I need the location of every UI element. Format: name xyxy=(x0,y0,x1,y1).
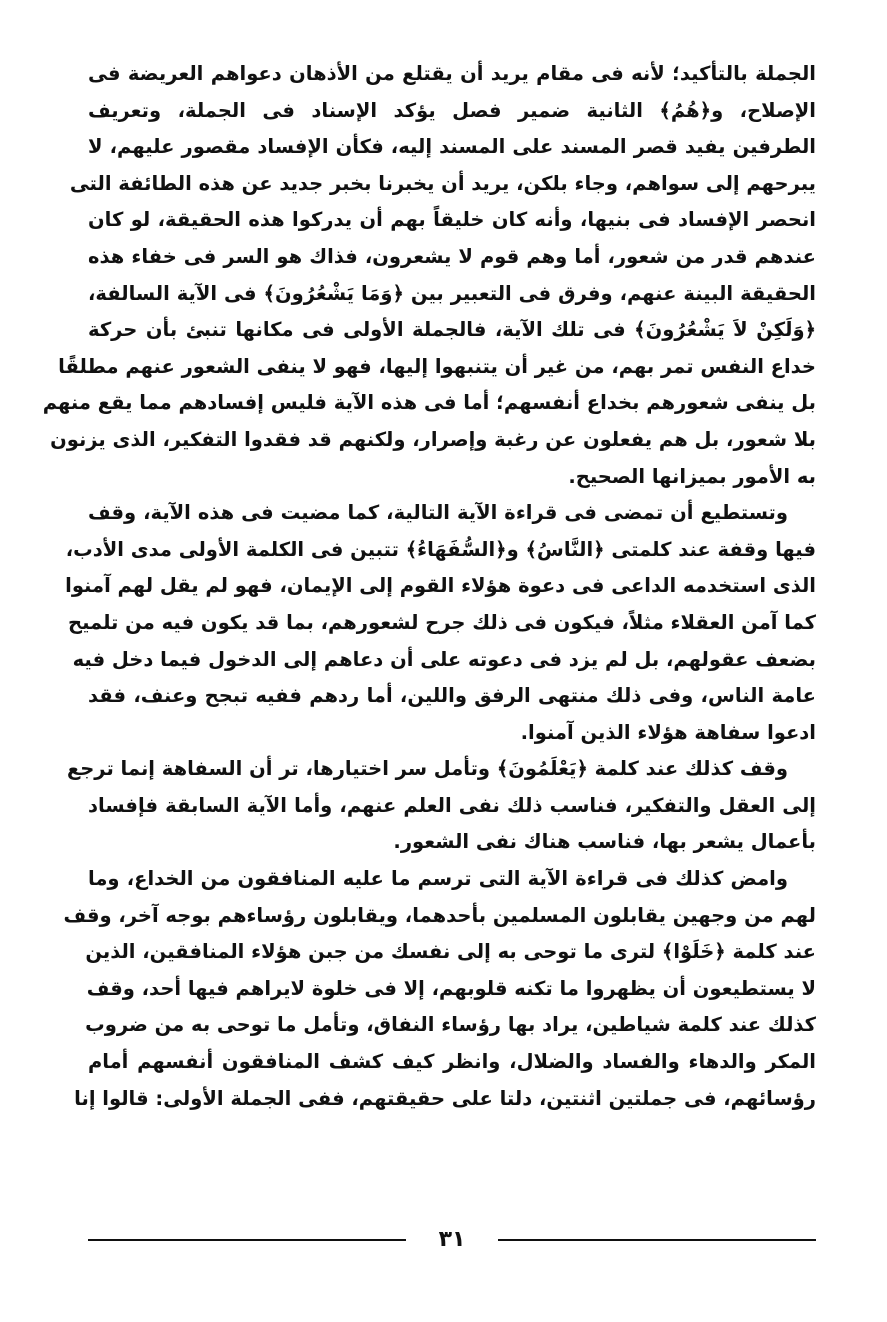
text-line: عامة الناس، وفى ذلك منتهى الرفق واللين، أما ردهم ففيه تبجح وعنف، فقد xyxy=(88,684,816,708)
text-line: الطرفين يفيد قصر المسند على المسند إليه، فكأن الإفساد مقصور عليهم، لا xyxy=(88,135,816,159)
text-line: الحقيقة البينة عنهم، وفرق فى التعبير بين ﴿وَمَا يَشْعُرُونَ﴾ فى الآية السالفة، xyxy=(88,281,816,305)
page-number: ٣١ xyxy=(438,1227,466,1252)
paragraph-4 xyxy=(63,861,816,1117)
text-line: به الأمور بميزانها الصحيح. xyxy=(568,464,816,488)
text-line: المكر والدهاء والفساد والضلال، وانظر كيف كشف المنافقون أنفسهم أمام xyxy=(88,1050,816,1074)
text-line: كذلك عند كلمة شياطين، يراد بها رؤساء النفاق، وتأمل ما توحى به من ضروب xyxy=(85,1013,816,1037)
text-line: كما آمن العقلاء مثلاً، فيكون فى ذلك جرح لشعورهم، بما قد يكون فيه من تلميح xyxy=(68,610,816,634)
text-line: بضعف عقولهم، بل لم يزد فى دعوته على أن دعاهم إلى الدخول فيما دخل فيه xyxy=(72,647,816,671)
page-footer xyxy=(88,1225,816,1255)
text-line: فيها وقفة عند كلمتى ﴿النَّاسُ﴾ و﴿السُّفَهَاءُ﴾ تتبين فى الكلمة الأولى مدى الأدب، xyxy=(65,537,816,561)
text-line: الإصلاح، و﴿هُمُ﴾ الثانية ضمير فصل يؤكد الإسناد فى الجملة، وتعريف xyxy=(88,98,816,122)
footer-rule-right xyxy=(498,1239,816,1241)
text-line: الذى استخدمه الداعى فى دعوة هؤلاء القوم إلى الإيمان، فهو لم يقل لهم آمنوا xyxy=(65,574,816,598)
text-line: الجملة بالتأكيد؛ لأنه فى مقام يريد أن يقتلع من الأذهان دعواهم العريضة فى xyxy=(88,62,816,85)
text-line: لا يستطيعون أن يظهروا ما تكنه قلوبهم، إلا فى خلوة لايراهم فيها أحد، وقف xyxy=(86,976,816,1000)
text-line: بل ينفى شعورهم بخداع أنفسهم؛ أما فى هذه الآية فليس إفسادهم مما يقع منهم xyxy=(42,391,816,415)
text-line: بلا شعور، بل هم يفعلون عن رغبة وإصرار، ولكنهم قد فقدوا التفكير، الذى يزنون xyxy=(50,427,816,451)
text-line: وتستطيع أن تمضى فى قراءة الآية التالية، كما مضيت فى هذه الآية، وقف xyxy=(88,501,788,525)
text-line: عند كلمة ﴿خَلَوْا﴾ لترى ما توحى به إلى نفسك من جبن هؤلاء المنافقين، الذين xyxy=(85,940,816,964)
text-line: وقف كذلك عند كلمة ﴿يَعْلَمُونَ﴾ وتأمل سر اختيارها، تر أن السفاهة إنما ترجع xyxy=(66,757,788,781)
text-line: يبرحهم إلى سواهم، وجاء بلكن، يريد أن يخبرنا بخبر جديد عن هذه الطائفة التى xyxy=(69,171,816,195)
text-line: بأعمال يشعر بها، فناسب هناك نفى الشعور. xyxy=(393,830,816,854)
text-line: ﴿وَلَكِنْ لاَ يَشْعُرُونَ﴾ فى تلك الآية، فالجملة الأولى فى مكانها تنبئ بأن حركة xyxy=(88,318,816,342)
page-body xyxy=(42,56,816,1117)
text-line: لهم من وجهين يقابلون المسلمين بأحدهما، ويقابلون رؤساءهم بوجه آخر، وقف xyxy=(63,903,816,927)
paragraph-2 xyxy=(65,495,816,751)
text-line: وامض كذلك فى قراءة الآية التى ترسم ما عليه المنافقون من الخداع، وما xyxy=(88,867,788,891)
text-line: عندهم قدر من شعور، أما وهم قوم لا يشعرون، فذاك هو السر فى خفاء هذه xyxy=(88,244,816,268)
text-line: ادعوا سفاهة هؤلاء الذين آمنوا. xyxy=(520,720,816,744)
text-line: إلى العقل والتفكير، فناسب ذلك نفى العلم عنهم، وأما الآية السابقة فإفساد xyxy=(88,793,816,817)
text-line: خداع النفس تمر بهم، من غير أن يتنبهوا إليها، فهو لا ينفى الشعور عنهم مطلقًا xyxy=(58,354,816,378)
text-line: رؤسائهم، فى جملتين اثنتين، دلتا على حقيقتهم، ففى الجملة الأولى: قالوا إنا xyxy=(74,1086,816,1110)
text-line: انحصر الإفساد فى بنيها، وأنه كان خليقاً بهم أن يدركوا هذه الحقيقة، لو كان xyxy=(88,208,816,232)
paragraph-3 xyxy=(66,751,816,861)
paragraph-1 xyxy=(42,56,816,495)
footer-rule-left xyxy=(88,1239,406,1241)
